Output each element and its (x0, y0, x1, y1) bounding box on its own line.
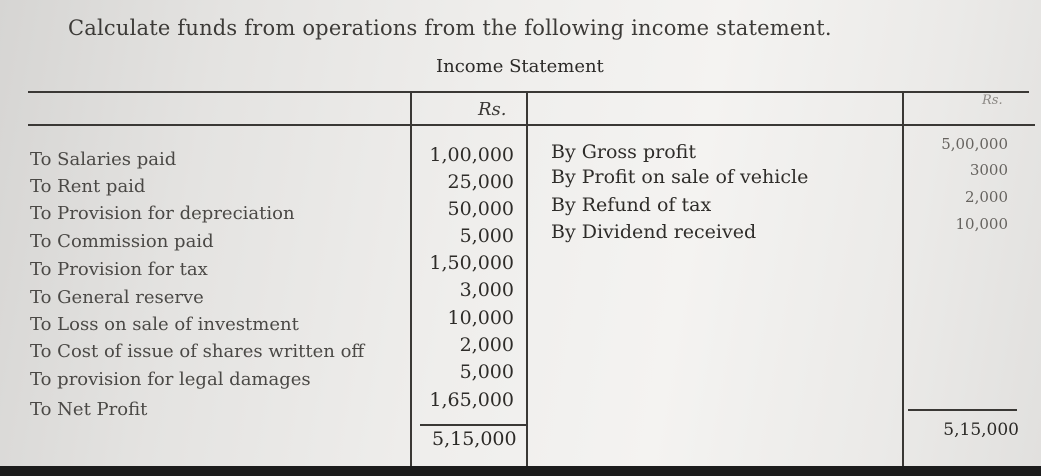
debit-total: 5,15,000 (432, 428, 517, 450)
credit-item: By Profit on sale of vehicle (551, 166, 809, 188)
credit-total: 5,15,000 (943, 420, 1019, 440)
debit-amount: 10,000 (447, 307, 514, 329)
debit-item: To Net Profit (30, 399, 148, 420)
debit-item: To Cost of issue of shares written off (30, 341, 365, 362)
debit-amount: 1,00,000 (429, 144, 514, 166)
debit-amount: 5,000 (459, 361, 514, 383)
debit-amount: 2,000 (459, 334, 514, 356)
debit-amount-header: Rs. (478, 99, 507, 120)
debit-item: To Salaries paid (30, 149, 177, 170)
question-text: Calculate funds from operations from the following income statement. (68, 16, 832, 40)
header-bottom-rule (28, 124, 1035, 126)
debit-total-top-rule (420, 424, 528, 426)
credit-item: By Refund of tax (551, 194, 712, 216)
debit-amount: 25,000 (447, 171, 514, 193)
debit-amount: 1,65,000 (429, 389, 514, 411)
debit-item: To General reserve (30, 287, 204, 308)
debit-item: To Rent paid (30, 176, 146, 197)
credit-amount-header: Rs. (982, 93, 1003, 108)
debit-amount: 3,000 (459, 279, 514, 301)
debit-item: To Commission paid (30, 231, 214, 252)
table-top-rule (28, 91, 1029, 93)
debit-amount: 1,50,000 (429, 252, 514, 274)
debit-amount: 5,000 (459, 225, 514, 247)
credit-amount: 3000 (969, 161, 1008, 179)
column-divider-1 (410, 91, 412, 466)
debit-amount: 50,000 (447, 198, 514, 220)
column-divider-3 (902, 91, 904, 466)
statement-title: Income Statement (436, 56, 604, 77)
credit-amount: 10,000 (955, 215, 1008, 233)
page-edge-shadow (0, 466, 1041, 476)
credit-amount: 5,00,000 (941, 135, 1008, 153)
debit-item: To Loss on sale of investment (30, 314, 299, 335)
credit-item: By Gross profit (551, 141, 696, 163)
credit-total-top-rule (908, 409, 1017, 411)
debit-item: To Provision for tax (30, 259, 208, 280)
credit-item: By Dividend received (551, 221, 757, 243)
column-divider-2 (526, 91, 528, 466)
credit-amount: 2,000 (965, 188, 1008, 206)
debit-item: To Provision for depreciation (30, 203, 295, 224)
debit-item: To provision for legal damages (30, 369, 311, 390)
